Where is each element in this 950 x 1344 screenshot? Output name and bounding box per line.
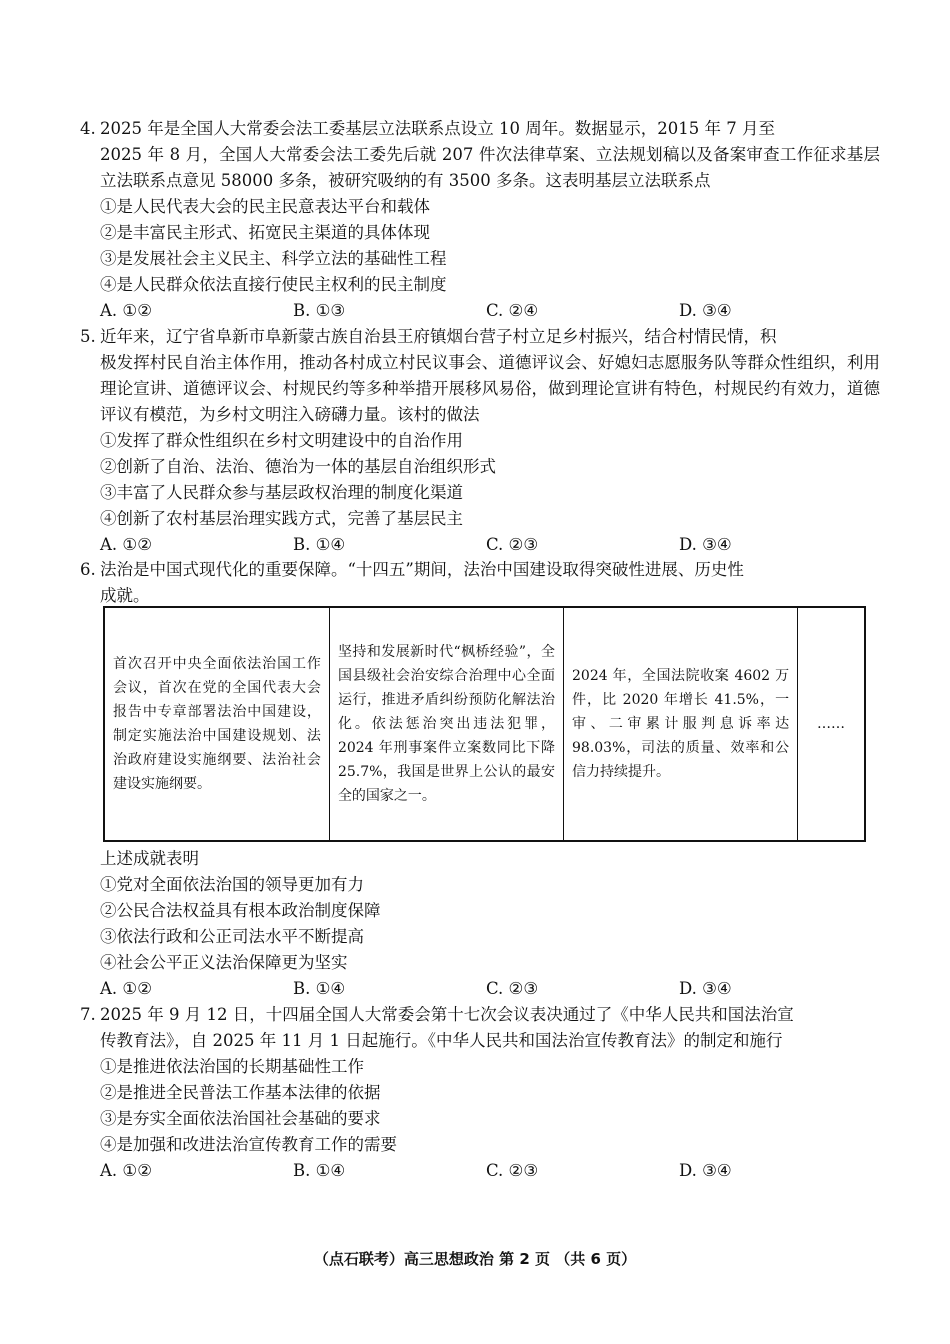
stem-line-1: 2025 年 9 月 12 日，十四届全国人大常委会第十七次会议表决通过了《中华人民共和国法治宣 [100,1005,794,1024]
option-3: ③是发展社会主义民主、科学立法的基础性工程 [100,249,447,268]
choice-c: C. ②③ [486,979,539,998]
question-5-stem [80,324,880,428]
option-1: ①是人民代表大会的民主民意表达平台和载体 [100,197,430,216]
choice-d: D. ③④ [679,301,732,320]
choice-b: B. ①③ [293,301,346,320]
choice-c: C. ②④ [486,301,539,320]
option-3: ③是夯实全面依法治国社会基础的要求 [100,1109,381,1128]
question-4-stem [80,116,880,194]
option-2: ②是推进全民普法工作基本法律的依据 [100,1083,381,1102]
stem-line-1: 近年来，辽宁省阜新市阜新蒙古族自治县王府镇烟台营子村立足乡村振兴，结合村情民情，积 [100,327,777,346]
choice-b: B. ①④ [293,979,346,998]
question-7-stem [80,1002,880,1054]
choice-c: C. ②③ [486,1161,539,1180]
stem-continuation: 成就。 [100,586,150,605]
choice-a: A. ①② [100,535,152,554]
question-5 [80,324,880,558]
answer-choices [80,976,880,1002]
stem-line-1: 2025 年是全国人大常委会法工委基层立法联系点设立 10 周年。数据显示，2015 年 7 月至 [100,119,775,138]
answer-choices [80,1158,880,1184]
option-4: ④社会公平正义法治保障更为坚实 [100,953,348,972]
option-1: ①发挥了群众性组织在乡村文明建设中的自治作用 [100,431,463,450]
option-2: ②公民合法权益具有根本政治制度保障 [100,901,381,920]
choice-a: A. ①② [100,1161,152,1180]
option-1: ①党对全面依法治国的领导更加有力 [100,875,364,894]
table-cell-ellipsis: …… [798,607,865,841]
option-3: ③丰富了人民群众参与基层政权治理的制度化渠道 [100,483,463,502]
page-footer: （点石联考）高三思想政治 第 2 页 （共 6 页） [313,1250,637,1268]
answer-choices [80,532,880,558]
question-number: 5. [80,327,96,346]
table-row [104,607,865,841]
question-4 [80,116,880,324]
option-1: ①是推进依法治国的长期基础性工作 [100,1057,364,1076]
question-number: 4. [80,119,96,138]
choice-d: D. ③④ [679,979,732,998]
choice-b: B. ①④ [293,535,346,554]
table-cell: 坚持和发展新时代“枫桥经验”，全国县级社会治安综合治理中心全面运行，推进矛盾纠纷预防化解法治化。依法惩治突出违法犯罪，2024 年刑事案件立案数同比下降 25.7%，我国是世界上公认的最安全的国家之一。 [329,607,563,841]
choice-d: D. ③④ [679,535,732,554]
question-number: 7. [80,1005,96,1024]
choice-a: A. ①② [100,979,152,998]
option-4: ④是人民群众依法直接行使民主权利的民主制度 [100,275,447,294]
answer-choices [80,298,880,324]
option-4: ④是加强和改进法治宣传教育工作的需要 [100,1135,397,1154]
choice-d: D. ③④ [679,1161,732,1180]
achievements-table [103,606,866,842]
option-4: ④创新了农村基层治理实践方式，完善了基层民主 [100,509,463,528]
choice-c: C. ②③ [486,535,539,554]
stem-continuation: 2025 年 8 月，全国人大常委会法工委先后就 207 件次法律草案、立法规划稿以及备案审查工作征求基层立法联系点意见 58000 多条，被研究吸纳的有 3500 多条。这表明基层立法联系点 [100,145,880,190]
table-cell: 2024 年，全国法院收案 4602 万件，比 2020 年增长 41.5%，一审、二审累计服判息诉率达 98.03%，司法的质量、效率和公信力持续提升。 [564,607,798,841]
question-6-options [80,846,880,1002]
option-2: ②创新了自治、法治、德治为一体的基层自治组织形式 [100,457,496,476]
choice-b: B. ①④ [293,1161,346,1180]
question-6-stem [80,557,880,609]
option-2: ②是丰富民主形式、拓宽民主渠道的具体体现 [100,223,430,242]
question-6 [80,557,880,609]
option-3: ③依法行政和公正司法水平不断提高 [100,927,364,946]
choice-a: A. ①② [100,301,152,320]
stem-continuation: 极发挥村民自治主体作用，推动各村成立村民议事会、道德评议会、好媳妇志愿服务队等群众性组织，利用理论宣讲、道德评议会、村规民约等多种举措开展移风易俗，做到理论宣讲有特色，村规民约有效力，道德评议有模范，为乡村文明注入磅礴力量。该村的做法 [100,353,880,424]
question-number: 6. [80,560,96,579]
question-prompt: 上述成就表明 [100,849,199,868]
table-cell: 首次召开中央全面依法治国工作会议，首次在党的全国代表大会报告中专章部署法治中国建设，制定实施法治中国建设规划、法治政府建设实施纲要、法治社会建设实施纲要。 [104,607,329,841]
stem-line-1: 法治是中国式现代化的重要保障。“十四五”期间，法治中国建设取得突破性进展、历史性 [100,560,744,579]
stem-continuation: 传教育法》，自 2025 年 11 月 1 日起施行。《中华人民共和国法治宣传教育法》的制定和施行 [100,1031,783,1050]
question-7 [80,1002,880,1184]
